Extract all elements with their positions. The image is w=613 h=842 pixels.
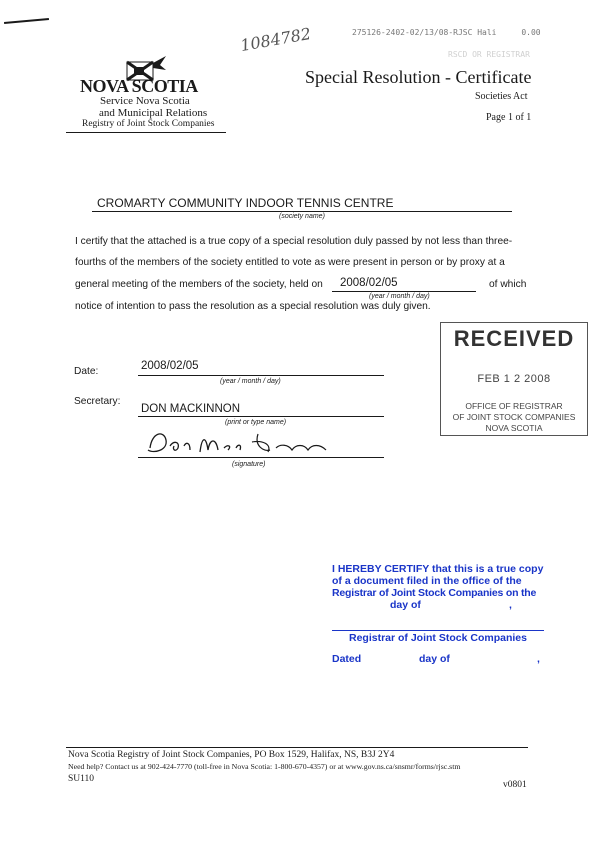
- signature-caption: (signature): [232, 461, 266, 468]
- meeting-date: 2008/02/05: [340, 277, 398, 289]
- fax-line: 275126-2402-02/13/08-RJSC Hali: [352, 28, 497, 37]
- logo-wordmark: NOVA SCOTIA: [80, 76, 198, 96]
- registrar-line-1: I HEREBY CERTIFY that this is a true copy: [332, 563, 544, 575]
- form-title: Special Resolution - Certificate: [305, 67, 532, 87]
- corner-mark: [4, 18, 49, 24]
- date-label: Date:: [74, 366, 99, 377]
- registrar-comma: ,: [509, 599, 512, 611]
- society-name-caption: (society name): [279, 213, 325, 220]
- date-caption: (year / month / day): [220, 378, 281, 385]
- dated-comma: ,: [537, 653, 540, 665]
- page-number: Page 1 of 1: [486, 112, 532, 123]
- signature-image: [140, 426, 340, 460]
- secretary-name-line: [138, 416, 384, 417]
- form-code: SU110: [68, 774, 95, 784]
- society-name-line: [92, 211, 512, 212]
- date-line: [138, 375, 384, 376]
- dept-line-1: Service Nova Scotia: [100, 95, 190, 107]
- secretary-label: Secretary:: [74, 396, 121, 407]
- certify-line-1: I certify that the attached is a true copy of a special resolution duly passed by not less than three-: [75, 236, 513, 247]
- footer-address: Nova Scotia Registry of Joint Stock Companies, PO Box 1529, Halifax, NS, B3J 2Y4: [68, 750, 395, 760]
- footer-help: Need help? Contact us at 902-424-7770 (toll-free in Nova Scotia: 1-800-670-4357) or at www.gov.ns.ca/snsmr/forms/rjsc.stm: [68, 762, 461, 771]
- received-stamp: [440, 322, 588, 436]
- registrar-line-3: Registrar of Joint Stock Companies on the: [332, 587, 537, 599]
- received-line-3: NOVA SCOTIA: [485, 423, 543, 433]
- received-line-2: OF JOINT STOCK COMPANIES: [452, 412, 576, 422]
- footer-rule: [66, 747, 528, 748]
- meeting-date-caption: (year / month / day): [369, 293, 430, 300]
- registrar-sign-line: [332, 630, 544, 631]
- nova-scotia-logo: [80, 54, 216, 98]
- certify-line-3-suffix: of which: [489, 279, 527, 290]
- received-date: FEB 1 2 2008: [477, 373, 551, 385]
- registrar-line-2: of a document filed in the office of the: [332, 575, 522, 587]
- received-title: RECEIVED: [453, 326, 575, 351]
- certify-line-2: fourths of the members of the society entitled to vote as were present in person or by proxy at a: [75, 257, 505, 268]
- act-name: Societies Act: [475, 91, 528, 102]
- date-value: 2008/02/05: [141, 360, 199, 372]
- dept-line-3: Registry of Joint Stock Companies: [82, 119, 215, 129]
- meeting-date-line: [332, 291, 476, 292]
- faint-stamp: RSCD OR REGISTRAR: [448, 50, 530, 59]
- certify-line-4: notice of intention to pass the resolution as a special resolution was duly given.: [75, 301, 431, 312]
- name-caption: (print or type name): [225, 419, 287, 426]
- certify-line-3: general meeting of the members of the society, held on: [75, 279, 323, 290]
- signature-line: [138, 457, 384, 458]
- dated-label: Dated: [332, 653, 362, 665]
- header-rule: [66, 132, 226, 133]
- handwritten-number: 1084782: [238, 23, 313, 56]
- fax-header: [352, 28, 541, 37]
- received-line-1: OFFICE OF REGISTRAR: [465, 401, 563, 411]
- society-name: CROMARTY COMMUNITY INDOOR TENNIS CENTRE: [97, 196, 394, 210]
- fax-code: 0.00: [521, 28, 541, 37]
- form-version: v0801: [503, 780, 527, 790]
- registrar-label: Registrar of Joint Stock Companies: [349, 632, 527, 644]
- registrar-day-of: day of: [390, 599, 421, 611]
- dated-day-of: day of: [419, 653, 450, 665]
- dept-line-2: and Municipal Relations: [99, 107, 208, 119]
- secretary-name: DON MACKINNON: [141, 403, 241, 415]
